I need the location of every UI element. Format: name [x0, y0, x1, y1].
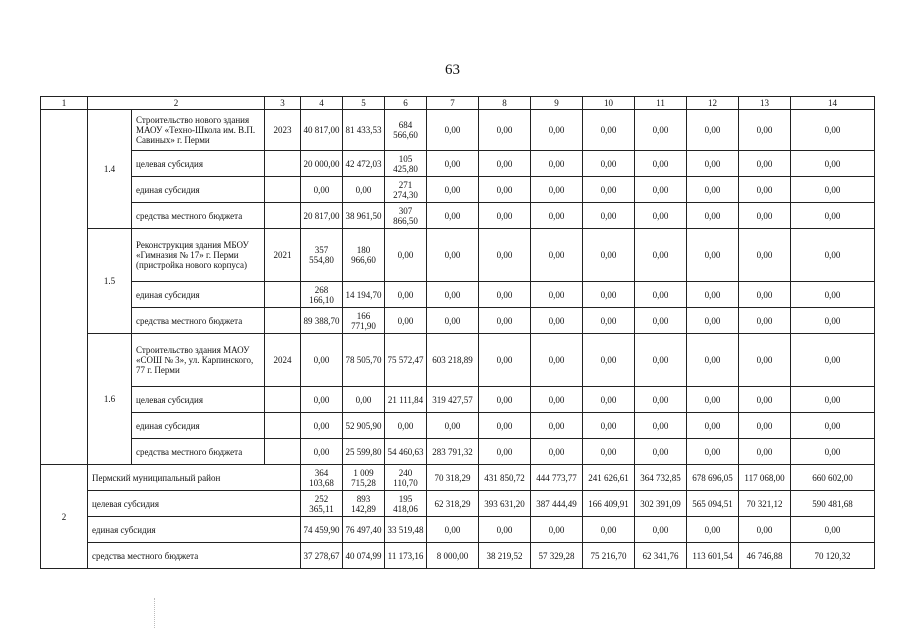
- value-cell: 52 905,90: [343, 413, 385, 439]
- value-cell: 0,00: [687, 387, 739, 413]
- value-cell: 20 000,00: [301, 151, 343, 177]
- value-cell: 0,00: [479, 229, 531, 282]
- value-cell: 42 472,03: [343, 151, 385, 177]
- value-cell: 0,00: [479, 334, 531, 387]
- value-cell: 590 481,68: [791, 491, 875, 517]
- table-row: [41, 387, 875, 413]
- table-row: [41, 110, 875, 151]
- value-cell: 0,00: [385, 413, 427, 439]
- table-row: [41, 413, 875, 439]
- year-cell: 2021: [265, 229, 301, 282]
- value-cell: 14 194,70: [343, 282, 385, 308]
- value-cell: 0,00: [791, 177, 875, 203]
- value-cell: 393 631,20: [479, 491, 531, 517]
- value-cell: 302 391,09: [635, 491, 687, 517]
- value-cell: 0,00: [479, 282, 531, 308]
- value-cell: 268 166,10: [301, 282, 343, 308]
- table-row: [41, 308, 875, 334]
- value-cell: 0,00: [687, 308, 739, 334]
- value-cell: 0,00: [583, 439, 635, 465]
- column-number-header: 2: [88, 97, 265, 110]
- value-cell: 0,00: [479, 203, 531, 229]
- value-cell: 0,00: [791, 151, 875, 177]
- value-cell: 113 601,54: [687, 543, 739, 569]
- value-cell: 40 074,99: [343, 543, 385, 569]
- column-number-header: 13: [739, 97, 791, 110]
- value-cell: 0,00: [791, 203, 875, 229]
- row-label: единая субсидия: [132, 177, 265, 203]
- value-cell: 54 460,63: [385, 439, 427, 465]
- table-row: [41, 517, 875, 543]
- value-cell: 0,00: [385, 308, 427, 334]
- table-row: [41, 151, 875, 177]
- value-cell: 0,00: [427, 413, 479, 439]
- value-cell: 0,00: [687, 229, 739, 282]
- value-cell: 0,00: [739, 151, 791, 177]
- value-cell: 0,00: [583, 229, 635, 282]
- value-cell: 0,00: [531, 517, 583, 543]
- value-cell: 0,00: [635, 334, 687, 387]
- section-number-cell: [41, 110, 88, 465]
- column-number-header: 10: [583, 97, 635, 110]
- value-cell: 0,00: [479, 439, 531, 465]
- budget-table: [40, 96, 875, 569]
- column-number-header: 14: [791, 97, 875, 110]
- value-cell: 0,00: [739, 413, 791, 439]
- value-cell: 240 110,70: [385, 465, 427, 491]
- column-number-header: 7: [427, 97, 479, 110]
- value-cell: 21 111,84: [385, 387, 427, 413]
- value-cell: 166 771,90: [343, 308, 385, 334]
- table-row: [41, 439, 875, 465]
- value-cell: 252 365,11: [301, 491, 343, 517]
- value-cell: 0,00: [739, 177, 791, 203]
- value-cell: 117 068,00: [739, 465, 791, 491]
- year-cell: [265, 413, 301, 439]
- value-cell: 241 626,61: [583, 465, 635, 491]
- value-cell: 0,00: [479, 110, 531, 151]
- value-cell: 678 696,05: [687, 465, 739, 491]
- value-cell: 0,00: [583, 413, 635, 439]
- table-row: [41, 203, 875, 229]
- value-cell: 893 142,89: [343, 491, 385, 517]
- value-cell: 0,00: [635, 308, 687, 334]
- value-cell: 364 103,68: [301, 465, 343, 491]
- value-cell: 0,00: [301, 334, 343, 387]
- value-cell: 0,00: [427, 282, 479, 308]
- value-cell: 0,00: [791, 334, 875, 387]
- year-cell: [265, 308, 301, 334]
- value-cell: 0,00: [343, 177, 385, 203]
- value-cell: 0,00: [427, 203, 479, 229]
- value-cell: 33 519,48: [385, 517, 427, 543]
- row-label: единая субсидия: [132, 282, 265, 308]
- value-cell: 74 459,90: [301, 517, 343, 543]
- value-cell: 166 409,91: [583, 491, 635, 517]
- value-cell: 0,00: [301, 439, 343, 465]
- value-cell: 0,00: [583, 282, 635, 308]
- page-number: 63: [445, 62, 460, 78]
- row-label: Пермский муниципальный район: [88, 465, 301, 491]
- year-cell: [265, 439, 301, 465]
- value-cell: 81 433,53: [343, 110, 385, 151]
- value-cell: 0,00: [583, 387, 635, 413]
- value-cell: 0,00: [791, 439, 875, 465]
- value-cell: 387 444,49: [531, 491, 583, 517]
- value-cell: 0,00: [739, 308, 791, 334]
- value-cell: 0,00: [687, 177, 739, 203]
- row-label: Строительство нового здания МАОУ «Техно-Школа им. В.П. Савиных» г. Перми: [132, 110, 265, 151]
- value-cell: 0,00: [583, 517, 635, 543]
- value-cell: 0,00: [531, 308, 583, 334]
- value-cell: 20 817,00: [301, 203, 343, 229]
- column-number-header: 9: [531, 97, 583, 110]
- value-cell: 75 216,70: [583, 543, 635, 569]
- value-cell: 660 602,00: [791, 465, 875, 491]
- value-cell: 0,00: [531, 334, 583, 387]
- value-cell: 25 599,80: [343, 439, 385, 465]
- value-cell: 0,00: [635, 203, 687, 229]
- row-label: средства местного бюджета: [132, 308, 265, 334]
- value-cell: 0,00: [531, 387, 583, 413]
- value-cell: 0,00: [687, 110, 739, 151]
- value-cell: 0,00: [427, 177, 479, 203]
- value-cell: 0,00: [479, 517, 531, 543]
- column-number-header: 8: [479, 97, 531, 110]
- value-cell: 0,00: [531, 203, 583, 229]
- scan-artifact-line: [154, 598, 155, 628]
- column-number-header: 1: [41, 97, 88, 110]
- year-cell: 2023: [265, 110, 301, 151]
- value-cell: 0,00: [739, 334, 791, 387]
- value-cell: 0,00: [479, 387, 531, 413]
- column-number-header: 5: [343, 97, 385, 110]
- value-cell: 319 427,57: [427, 387, 479, 413]
- value-cell: 0,00: [791, 110, 875, 151]
- value-cell: 0,00: [479, 177, 531, 203]
- table-row: [41, 543, 875, 569]
- row-label: целевая субсидия: [132, 387, 265, 413]
- value-cell: 0,00: [687, 203, 739, 229]
- row-label: средства местного бюджета: [132, 203, 265, 229]
- year-cell: [265, 203, 301, 229]
- value-cell: 38 219,52: [479, 543, 531, 569]
- value-cell: 0,00: [791, 308, 875, 334]
- value-cell: 62 318,29: [427, 491, 479, 517]
- value-cell: 0,00: [531, 151, 583, 177]
- value-cell: 0,00: [583, 110, 635, 151]
- value-cell: 0,00: [427, 308, 479, 334]
- column-number-header: 6: [385, 97, 427, 110]
- value-cell: 70 321,12: [739, 491, 791, 517]
- column-number-header: 3: [265, 97, 301, 110]
- value-cell: 0,00: [687, 517, 739, 543]
- value-cell: 0,00: [583, 177, 635, 203]
- value-cell: 0,00: [583, 203, 635, 229]
- value-cell: 684 566,60: [385, 110, 427, 151]
- table-row: [41, 282, 875, 308]
- table-row: [41, 229, 875, 282]
- value-cell: 0,00: [791, 517, 875, 543]
- value-cell: 0,00: [427, 517, 479, 543]
- value-cell: 0,00: [687, 413, 739, 439]
- value-cell: 8 000,00: [427, 543, 479, 569]
- value-cell: 565 094,51: [687, 491, 739, 517]
- value-cell: 0,00: [687, 439, 739, 465]
- value-cell: 78 505,70: [343, 334, 385, 387]
- value-cell: 0,00: [531, 439, 583, 465]
- value-cell: 283 791,32: [427, 439, 479, 465]
- value-cell: 105 425,80: [385, 151, 427, 177]
- value-cell: 0,00: [635, 439, 687, 465]
- value-cell: 76 497,40: [343, 517, 385, 543]
- value-cell: 0,00: [739, 439, 791, 465]
- value-cell: 0,00: [739, 282, 791, 308]
- value-cell: 0,00: [635, 282, 687, 308]
- value-cell: 603 218,89: [427, 334, 479, 387]
- row-label: целевая субсидия: [132, 151, 265, 177]
- value-cell: 0,00: [791, 387, 875, 413]
- row-label: единая субсидия: [132, 413, 265, 439]
- value-cell: 46 746,88: [739, 543, 791, 569]
- value-cell: 0,00: [687, 282, 739, 308]
- value-cell: 364 732,85: [635, 465, 687, 491]
- value-cell: 0,00: [635, 177, 687, 203]
- value-cell: 0,00: [635, 413, 687, 439]
- value-cell: 0,00: [791, 413, 875, 439]
- section-number: 2: [41, 465, 88, 569]
- value-cell: 0,00: [531, 177, 583, 203]
- value-cell: 0,00: [791, 229, 875, 282]
- value-cell: 0,00: [427, 229, 479, 282]
- value-cell: 89 388,70: [301, 308, 343, 334]
- row-label: Реконструкция здания МБОУ «Гимназия № 17» г. Перми (пристройка нового корпуса): [132, 229, 265, 282]
- value-cell: 0,00: [635, 387, 687, 413]
- value-cell: 0,00: [739, 203, 791, 229]
- value-cell: 0,00: [531, 413, 583, 439]
- value-cell: 0,00: [301, 387, 343, 413]
- value-cell: 0,00: [531, 110, 583, 151]
- item-number: 1.6: [88, 334, 132, 465]
- value-cell: 0,00: [583, 151, 635, 177]
- item-number: 1.5: [88, 229, 132, 334]
- value-cell: 444 773,77: [531, 465, 583, 491]
- value-cell: 0,00: [635, 110, 687, 151]
- value-cell: 0,00: [739, 229, 791, 282]
- value-cell: 0,00: [479, 151, 531, 177]
- value-cell: 38 961,50: [343, 203, 385, 229]
- value-cell: 431 850,72: [479, 465, 531, 491]
- value-cell: 0,00: [531, 229, 583, 282]
- header-row: [41, 97, 875, 110]
- row-label: целевая субсидия: [88, 491, 301, 517]
- value-cell: 0,00: [427, 151, 479, 177]
- value-cell: 0,00: [791, 282, 875, 308]
- value-cell: 180 966,60: [343, 229, 385, 282]
- value-cell: 0,00: [635, 229, 687, 282]
- value-cell: 307 866,50: [385, 203, 427, 229]
- table-row: [41, 177, 875, 203]
- value-cell: 0,00: [531, 282, 583, 308]
- value-cell: 0,00: [739, 387, 791, 413]
- value-cell: 0,00: [385, 282, 427, 308]
- table-row: [41, 491, 875, 517]
- year-cell: 2024: [265, 334, 301, 387]
- value-cell: 0,00: [479, 308, 531, 334]
- table-row: [41, 465, 875, 491]
- year-cell: [265, 282, 301, 308]
- value-cell: 0,00: [739, 110, 791, 151]
- value-cell: 0,00: [343, 387, 385, 413]
- value-cell: 75 572,47: [385, 334, 427, 387]
- row-label: средства местного бюджета: [88, 543, 301, 569]
- value-cell: 195 418,06: [385, 491, 427, 517]
- value-cell: 70 318,29: [427, 465, 479, 491]
- value-cell: 40 817,00: [301, 110, 343, 151]
- value-cell: 0,00: [301, 413, 343, 439]
- value-cell: 11 173,16: [385, 543, 427, 569]
- value-cell: 57 329,28: [531, 543, 583, 569]
- item-number: 1.4: [88, 110, 132, 229]
- value-cell: 0,00: [301, 177, 343, 203]
- value-cell: 0,00: [427, 110, 479, 151]
- value-cell: 1 009 715,28: [343, 465, 385, 491]
- column-number-header: 12: [687, 97, 739, 110]
- year-cell: [265, 151, 301, 177]
- value-cell: 37 278,67: [301, 543, 343, 569]
- value-cell: 0,00: [635, 151, 687, 177]
- column-number-header: 4: [301, 97, 343, 110]
- value-cell: 0,00: [385, 229, 427, 282]
- table-row: [41, 334, 875, 387]
- value-cell: 62 341,76: [635, 543, 687, 569]
- value-cell: 0,00: [583, 334, 635, 387]
- value-cell: 0,00: [687, 334, 739, 387]
- row-label: средства местного бюджета: [132, 439, 265, 465]
- value-cell: 0,00: [583, 308, 635, 334]
- value-cell: 0,00: [687, 151, 739, 177]
- year-cell: [265, 177, 301, 203]
- value-cell: 271 274,30: [385, 177, 427, 203]
- value-cell: 70 120,32: [791, 543, 875, 569]
- value-cell: 357 554,80: [301, 229, 343, 282]
- column-number-header: 11: [635, 97, 687, 110]
- value-cell: 0,00: [739, 517, 791, 543]
- row-label: Строительство здания МАОУ «СОШ № 3», ул. Карпинского, 77 г. Перми: [132, 334, 265, 387]
- value-cell: 0,00: [479, 413, 531, 439]
- value-cell: 0,00: [635, 517, 687, 543]
- year-cell: [265, 387, 301, 413]
- row-label: единая субсидия: [88, 517, 301, 543]
